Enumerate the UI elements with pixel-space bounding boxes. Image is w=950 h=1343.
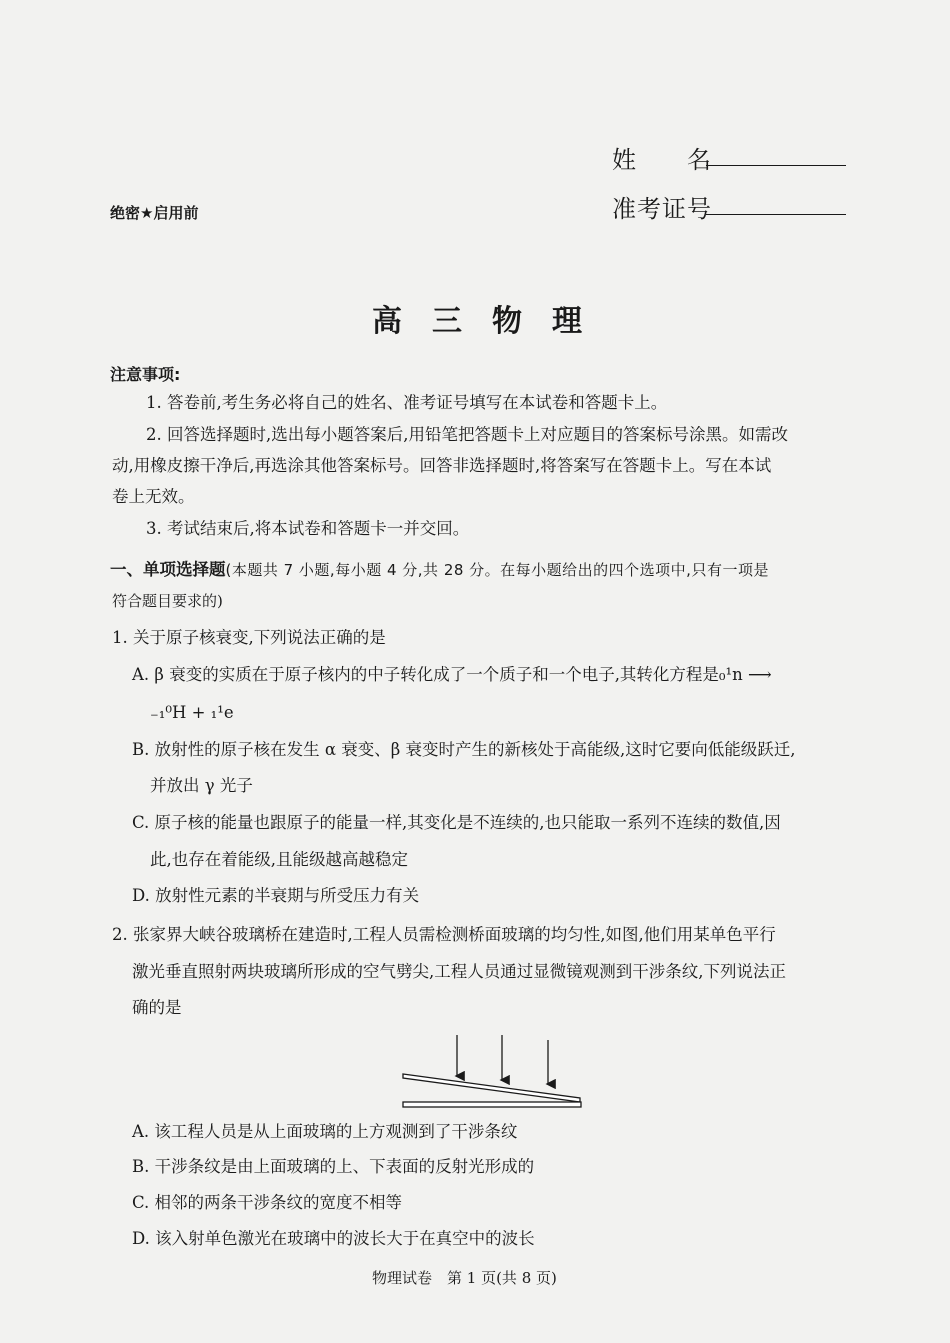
lower-glass-plate bbox=[403, 1102, 581, 1107]
q2-option-d: D. 该入射单色激光在玻璃中的波长大于在真空中的波长 bbox=[132, 1229, 535, 1248]
q1-option-a-line-2: ₋₁⁰H + ₁¹e bbox=[150, 703, 234, 722]
name-label: 姓 名 bbox=[612, 146, 712, 174]
section-heading bbox=[110, 556, 769, 580]
q2-stem-line-3: 确的是 bbox=[132, 998, 182, 1017]
notice-item-2-line-2: 动,用橡皮擦干净后,再选涂其他答案标号。回答非选择题时,将答案写在答题卡上。写在本试 bbox=[112, 456, 772, 475]
q1-option-b-line-2: 并放出 γ 光子 bbox=[150, 776, 253, 795]
q2-option-c: C. 相邻的两条干涉条纹的宽度不相等 bbox=[132, 1193, 403, 1212]
q1-stem: 1. 关于原子核衰变,下列说法正确的是 bbox=[112, 628, 386, 647]
q1-option-c-line-2: 此,也存在着能级,且能级越高越稳定 bbox=[150, 850, 408, 869]
q1-option-c-line-1: C. 原子核的能量也跟原子的能量一样,其变化是不连续的,也只能取一系列不连续的数值,因 bbox=[132, 813, 781, 832]
section-note-line-1: (本题共 7 小题,每小题 4 分,共 28 分。在每小题给出的四个选项中,只有一项是 bbox=[225, 561, 769, 579]
q1-option-b-line-1: B. 放射性的原子核在发生 α 衰变、β 衰变时产生的新核处于高能级,这时它要向低能级跃迁, bbox=[132, 740, 796, 759]
q1-option-d: D. 放射性元素的半衰期与所受压力有关 bbox=[132, 886, 420, 905]
air-wedge-diagram bbox=[395, 1030, 595, 1112]
exam-id-label: 准考证号 bbox=[612, 195, 712, 223]
name-blank-line bbox=[706, 165, 846, 166]
exam-id-blank-line bbox=[706, 214, 846, 215]
exam-title: 高三物理 bbox=[372, 304, 612, 339]
notice-item-3: 3. 考试结束后,将本试卷和答题卡一并交回。 bbox=[146, 519, 470, 538]
page-footer: 物理试卷 第 1 页(共 8 页) bbox=[372, 1269, 557, 1287]
notice-item-2-line-3: 卷上无效。 bbox=[112, 487, 195, 506]
q2-stem-line-1: 2. 张家界大峡谷玻璃桥在建造时,工程人员需检测桥面玻璃的均匀性,如图,他们用某单色平行 bbox=[112, 925, 776, 944]
section-note-line-2: 符合题目要求的) bbox=[112, 592, 223, 610]
q2-stem-line-2: 激光垂直照射两块玻璃所形成的空气劈尖,工程人员通过显微镜观测到干涉条纹,下列说法正 bbox=[132, 962, 786, 981]
upper-glass-plate bbox=[403, 1074, 580, 1102]
notice-item-2-line-1: 2. 回答选择题时,选出每小题答案后,用铅笔把答题卡上对应题目的答案标号涂黑。如需改 bbox=[146, 425, 788, 444]
notice-heading: 注意事项: bbox=[110, 365, 181, 384]
confidential-label: 绝密★启用前 bbox=[110, 204, 199, 222]
q2-option-b: B. 干涉条纹是由上面玻璃的上、下表面的反射光形成的 bbox=[132, 1157, 535, 1176]
q2-option-a: A. 该工程人员是从上面玻璃的上方观测到了干涉条纹 bbox=[132, 1122, 518, 1141]
section-title: 一、单项选择题 bbox=[110, 560, 226, 579]
q1-option-a-line-1: A. β 衰变的实质在于原子核内的中子转化成了一个质子和一个电子,其转化方程是₀¹n ⟶ bbox=[132, 665, 772, 684]
notice-item-1: 1. 答卷前,考生务必将自己的姓名、准考证号填写在本试卷和答题卡上。 bbox=[146, 393, 668, 412]
